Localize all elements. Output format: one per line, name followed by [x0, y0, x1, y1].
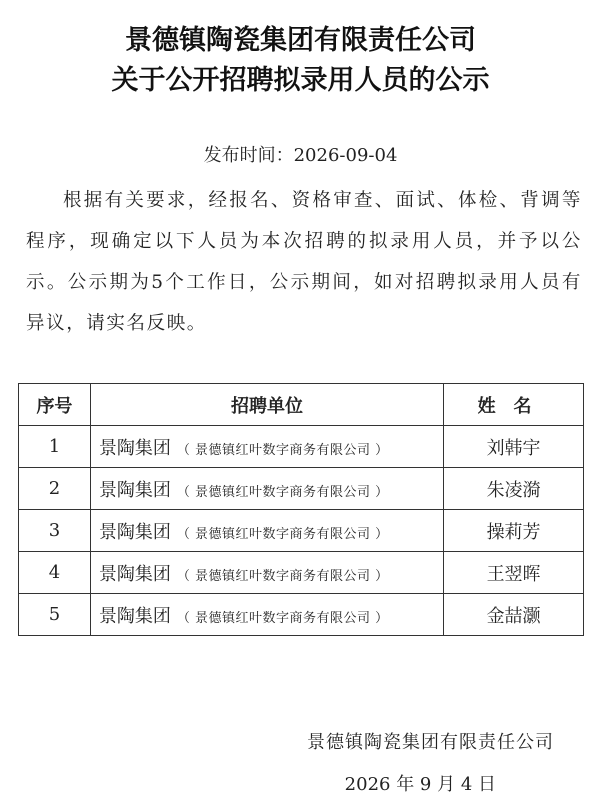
row-name: 朱凌漪 — [444, 468, 584, 510]
row-unit — [90, 426, 443, 468]
unit-sub: （ 景德镇红叶数字商务有限公司 ） — [176, 442, 389, 458]
row-seq: 5 — [19, 594, 91, 636]
table-row — [19, 468, 584, 510]
unit-main: 景陶集团 — [98, 437, 171, 459]
row-unit — [90, 552, 443, 594]
candidate-table — [18, 383, 584, 636]
table-row — [19, 594, 584, 636]
row-name: 王翌晖 — [444, 552, 584, 594]
header-unit: 招聘单位 — [90, 384, 443, 426]
signoff-date: 2026 年 9 月 4 日 — [344, 774, 496, 795]
unit-main: 景陶集团 — [98, 605, 171, 627]
table-row — [19, 552, 584, 594]
unit-main: 景陶集团 — [98, 479, 171, 501]
publish-date: 发布时间：2026-09-04 — [203, 145, 398, 166]
notice-title-line-1: 景德镇陶瓷集团有限责任公司 — [125, 25, 476, 56]
unit-sub: （ 景德镇红叶数字商务有限公司 ） — [176, 526, 389, 542]
notice-body-paragraph: 根据有关要求，经报名、资格审查、面试、体检、背调等程序，现确定以下人员为本次招聘的拟录用人员，并予以公示。公示期为5个工作日，公示期间，如对招聘拟录用人员有异议，请实名反映。 — [26, 190, 582, 334]
row-seq: 2 — [19, 468, 91, 510]
table-row — [19, 426, 584, 468]
unit-main: 景陶集团 — [98, 563, 171, 585]
signoff-company: 景德镇陶瓷集团有限责任公司 — [307, 732, 554, 753]
row-name: 金喆灏 — [444, 594, 584, 636]
notice-title-line-2: 关于公开招聘拟录用人员的公示 — [111, 65, 490, 96]
header-name: 姓名 — [444, 384, 584, 426]
unit-sub: （ 景德镇红叶数字商务有限公司 ） — [176, 484, 389, 500]
table-row — [19, 510, 584, 552]
row-seq: 1 — [19, 426, 91, 468]
row-seq: 4 — [19, 552, 91, 594]
row-name: 操莉芳 — [444, 510, 584, 552]
unit-main: 景陶集团 — [98, 521, 171, 543]
row-unit — [90, 468, 443, 510]
table-header-row — [19, 384, 584, 426]
unit-sub: （ 景德镇红叶数字商务有限公司 ） — [176, 568, 389, 584]
row-unit — [90, 594, 443, 636]
row-seq: 3 — [19, 510, 91, 552]
header-seq: 序号 — [19, 384, 91, 426]
row-unit — [90, 510, 443, 552]
unit-sub: （ 景德镇红叶数字商务有限公司 ） — [176, 610, 389, 626]
row-name: 刘韩宇 — [444, 426, 584, 468]
